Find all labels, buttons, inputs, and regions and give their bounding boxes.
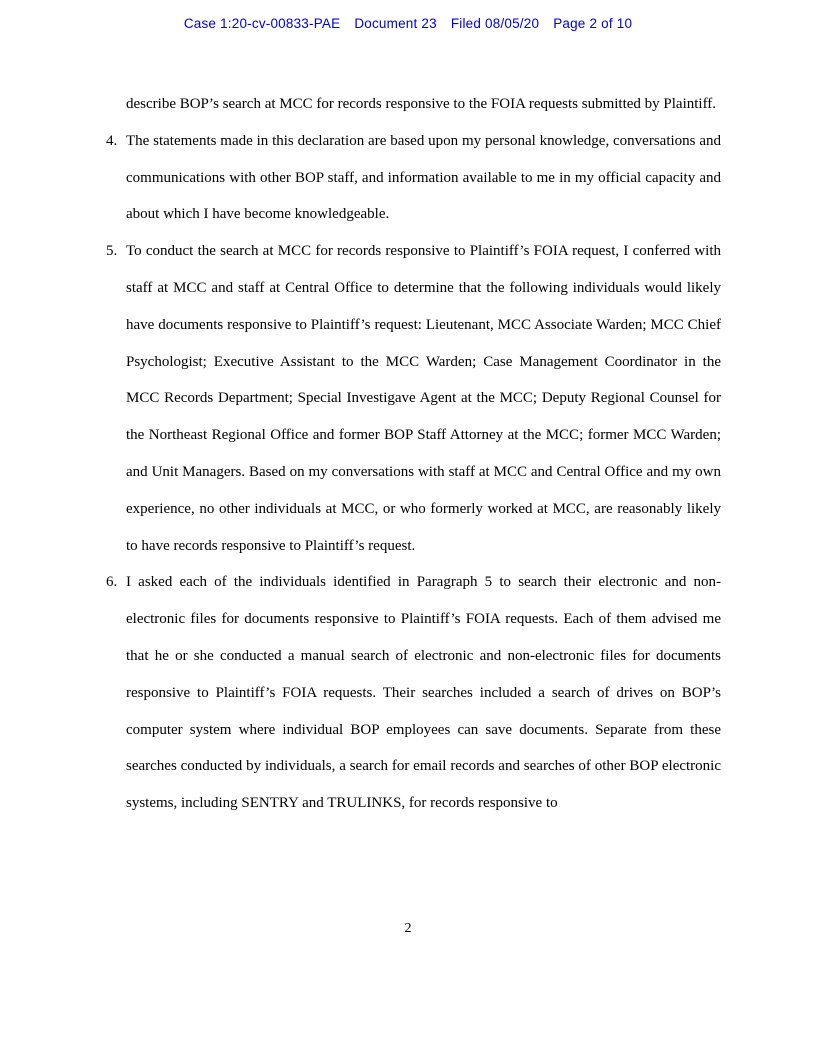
case-stamp	[0, 16, 816, 31]
paragraph-text: describe BOP’s search at MCC for records responsive to the FOIA requests submitted by Plaintiff.	[126, 96, 717, 112]
paragraph-number: 6.	[106, 574, 118, 591]
page-number: 2	[404, 921, 412, 936]
case-stamp-case-number: Case 1:20-cv-00833-PAE	[183, 16, 341, 31]
paragraph-5	[106, 233, 721, 564]
case-stamp-filed-date: Filed 08/05/20	[450, 16, 540, 31]
case-stamp-document-number: Document 23	[354, 16, 437, 31]
declaration-body	[106, 86, 721, 822]
paragraph-text: The statements made in this declaration are based upon my personal knowledge, conversations and communications with other BOP staff, and information available to me in my official capacity and about which I have become knowledgeable.	[126, 132, 721, 223]
paragraph-number: 4.	[106, 132, 118, 149]
case-stamp-page-count: Page 2 of 10	[553, 16, 633, 31]
paragraph-continuation	[126, 86, 721, 123]
paragraph-number: 5.	[106, 243, 118, 260]
paragraph-4	[106, 123, 721, 233]
paragraph-text: I asked each of the individuals identified in Paragraph 5 to search their electronic and non-electronic files for documents responsive to Plaintiff’s FOIA requests. Each of them advised me that he or she conducted a manual search of electronic and non-electronic files for documents responsive to Plaintiff’s FOIA requests. Their searches included a search of drives on BOP’s computer system where individual BOP employees can save documents. Separate from these searches conducted by individuals, a search for email records and searches of other BOP electronic systems, including SENTRY and TRULINKS, for records responsive to	[126, 574, 721, 812]
paragraph-text: To conduct the search at MCC for records responsive to Plaintiff’s FOIA request, I conferred with staff at MCC and staff at Central Office to determine that the following individuals would likely have documents responsive to Plaintiff’s request: Lieutenant, MCC Associate Warden; MCC Chief Psychologist; Executive Assistant to the MCC Warden; Case Management Coordinator in the MCC Records Department; Special Investigave Agent at the MCC; Deputy Regional Counsel for the Northeast Regional Office and former BOP Staff Attorney at the MCC; former MCC Warden; and Unit Managers. Based on my conversations with staff at MCC and Central Office and my own experience, no other individuals at MCC, or who formerly worked at MCC, are reasonably likely to have records responsive to Plaintiff’s request.	[126, 243, 721, 554]
paragraph-6	[106, 564, 721, 822]
